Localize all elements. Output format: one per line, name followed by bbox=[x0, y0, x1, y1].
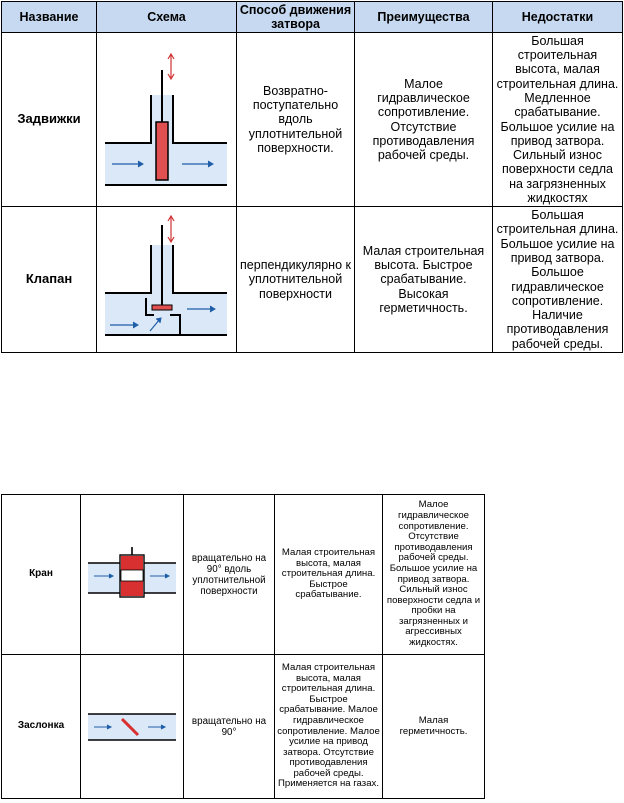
butterfly-valve-diagram-icon bbox=[81, 655, 184, 799]
header-name: Название bbox=[2, 2, 97, 33]
table-row bbox=[2, 495, 485, 655]
row-motion: Возвратно-поступательно вдоль уплотнительной поверхности. bbox=[237, 33, 355, 207]
row-disadvantages: Большая строительная длина. Большое усилие на привод затвора. Большое гидравлическое сопротивление. Наличие противодавления рабочей среды. bbox=[493, 207, 623, 353]
row-name: Заслонка bbox=[2, 655, 81, 799]
globe-valve-diagram-icon bbox=[97, 207, 237, 353]
row-disadvantages: Большая строительная высота, малая строительная длина. Медленное срабатывание. Большое усилие на привод затвора. Сильный износ поверхности седла на загрязненных жидкостях bbox=[493, 33, 623, 207]
row-advantages: Малая строительная высота, малая строительная длина. Быстрое срабатывание. Малое гидравлическое сопротивление. Малое усилие на привод затвора. Отсутствие противодавления рабочей среды. Применяется на газах. bbox=[275, 655, 383, 799]
valves-table-2 bbox=[1, 494, 485, 799]
row-advantages: Малая строительная высота. Быстрое срабатывание. Высокая герметичность. bbox=[355, 207, 493, 353]
row-name: Кран bbox=[2, 495, 81, 655]
gate-valve-diagram-icon bbox=[97, 33, 237, 207]
row-advantages: Малое гидравлическое сопротивление. Отсутствие противодавления рабочей среды. bbox=[355, 33, 493, 207]
header-motion: Способ движения затвора bbox=[237, 2, 355, 33]
header-scheme: Схема bbox=[97, 2, 237, 33]
row-motion: вращательно на 90° вдоль уплотнительной поверхности bbox=[184, 495, 275, 655]
table-row bbox=[2, 655, 485, 799]
valves-table-1 bbox=[1, 1, 623, 353]
table-header-row bbox=[2, 2, 623, 33]
table-row bbox=[2, 207, 623, 353]
table-row bbox=[2, 33, 623, 207]
row-motion: перпендикулярно к уплотнительной поверхности bbox=[237, 207, 355, 353]
row-disadvantages: Малая герметичность. bbox=[383, 655, 485, 799]
row-advantages: Малая строительная высота, малая строительная длина. Быстрое срабатывание. bbox=[275, 495, 383, 655]
row-motion: вращательно на 90° bbox=[184, 655, 275, 799]
row-disadvantages: Малое гидравлическое сопротивление. Отсутствие противодавления рабочей среды. Большое усилие на привод затвора. Сильный износ поверхности седла и пробки на загрязненных и агрессивных жидкостях. bbox=[383, 495, 485, 655]
header-advantages: Преимущества bbox=[355, 2, 493, 33]
row-name: Клапан bbox=[2, 207, 97, 353]
header-disadvantages: Недостатки bbox=[493, 2, 623, 33]
plug-valve-diagram-icon bbox=[81, 495, 184, 655]
row-name: Задвижки bbox=[2, 33, 97, 207]
